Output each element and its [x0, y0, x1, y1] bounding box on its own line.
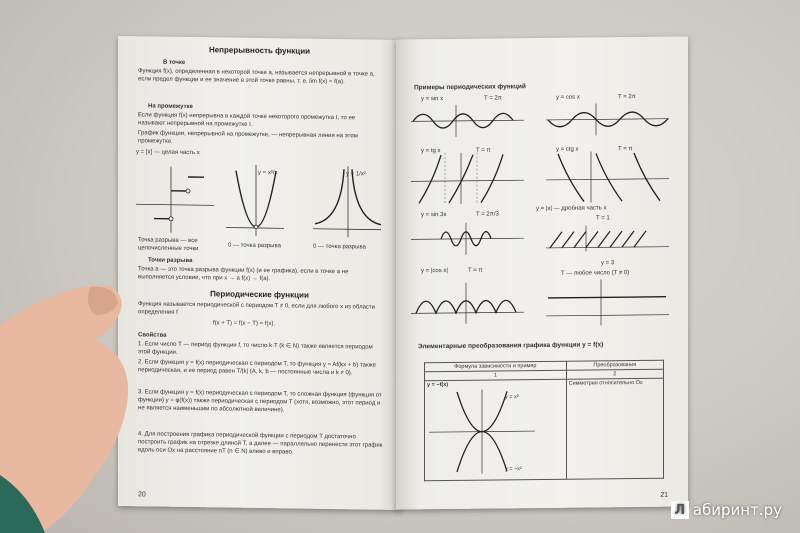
floor-label: y = [x] — целая часть x: [136, 149, 200, 157]
left-page-number: 20: [138, 491, 146, 499]
transform-table: [424, 360, 664, 482]
caption-2: 0 — точка разрыва: [228, 242, 281, 250]
reflection-graph: [427, 387, 537, 476]
definition-interval: Если функция f(x) непрерывна в каждой точке некоторого промежутка I, то ее называют непрерывной на промежутке I.: [138, 112, 356, 128]
graph-label-cos: y = cos x: [556, 94, 580, 101]
right-page: [396, 36, 688, 509]
periodic-def: Функция называется периодической с периодом T ≠ 0, если для любого x из области определения f: [138, 301, 376, 316]
hand: [0, 285, 150, 533]
left-page-title: Непрерывность функции: [208, 45, 311, 56]
graph-label-3: y = 1/x²: [346, 171, 366, 178]
prop-2: 2. Если функция y = f(x) периодическая с периодом T, то функция y = Af(kx + b) также периодическая, и ее период равен T/|k| (A, k, b — постоянные числа и k ≠ 0).: [138, 359, 376, 377]
graph-period-abscos: T = π: [468, 267, 483, 274]
graph-period-frac: T = 1: [596, 215, 610, 222]
section-periodic: Периодические функции: [210, 289, 309, 300]
table-col-num-1: 1: [425, 370, 567, 380]
right-page-title: Примеры периодических функций: [414, 83, 526, 92]
row-transform: Симметрия относительно Ox: [566, 378, 663, 479]
graph-label-tg: y = tg x: [421, 148, 441, 155]
props-heading: Свойства: [138, 332, 167, 339]
graph-label-const: y = 3: [601, 260, 615, 267]
floor-graph: [136, 164, 216, 235]
caption-3: 0 — точка разрыва: [313, 243, 366, 251]
graph-period-const: T — любое число (T ≠ 0): [561, 270, 630, 277]
graph-label-frac: y = |x| — дробная часть x: [536, 205, 607, 213]
graph-period-tg: T = π: [476, 147, 491, 154]
open-book: [108, 38, 693, 523]
row-example-1: y = x²: [505, 394, 519, 401]
graph-note: График функции, непрерывной на промежутке, — непрерывная линия на этом промежутке.: [138, 130, 358, 145]
watermark: [671, 501, 782, 519]
heading-break: Точки разрыва: [148, 257, 193, 265]
left-page: [118, 36, 401, 510]
section-transform: Элементарные преобразования графика функции y = f(x): [418, 341, 604, 351]
graph-label-abscos: y = |cos x|: [421, 267, 448, 275]
row-example-2: y = −x²: [505, 466, 522, 473]
table-col-num-2: 2: [566, 369, 663, 379]
table-row-formula-cell: [425, 379, 567, 480]
watermark-text: абиринт.ру: [692, 501, 782, 519]
sin3x-graph: [411, 220, 526, 257]
abscos-graph: [411, 280, 526, 326]
heading-point: В точке: [163, 59, 186, 66]
row-formula: y = −f(x): [427, 381, 449, 389]
const-graph: [546, 277, 671, 328]
table-header-transform: Преобразования: [566, 360, 663, 370]
graph-period-cos: T = 2π: [618, 94, 636, 101]
definition-point: Функция f(x), определенная в некоторой точке a, называется непрерывной в точке a, если предел функции и ее значение в этой точке равны, т. е. lim f(x) = f(a).: [138, 68, 375, 86]
graph-period-sin3x: T = 2π/3: [476, 211, 499, 218]
heading-interval: На промежутке: [148, 103, 193, 111]
graph-label-sin: y = sin x: [421, 96, 444, 103]
prop-3: 3. Если функция y = f(x) периодическая с периодом T, то сложная функция (функция от функции) y = φ(f(x)) также периодическая с периодом T (хотя, возможно, этот период и не является наименьшим по абсолютной величине).: [138, 389, 382, 414]
graph-label-ctg: y = ctg x: [556, 146, 579, 153]
prop-4: 4. Для построения графика периодической функции с периодом T достаточно построить график на отрезке длиной T, а далее — параллельно перенести этот график вдоль оси Ox на расстояние nT (n ∈ N) влево и вправо.: [138, 431, 383, 456]
graph-label-sin3x: y = sin 3x: [421, 211, 447, 219]
graph-period-ctg: T = π: [618, 146, 633, 153]
right-page-number: 21: [660, 491, 668, 499]
labirint-logo: Л: [671, 501, 689, 519]
break-text: Точка a — это точка разрыва функции f(x) (и ее графика), если в точке a не выполняется условие, что при x → a f(x) → f(a).: [138, 266, 349, 283]
cos-graph: [546, 101, 671, 138]
sin-graph: [411, 102, 526, 139]
periodic-formula: f(x + T) = f(x − T) = f(x).: [213, 320, 276, 328]
graph-period-sin: T = 2π: [484, 95, 502, 102]
table-header-formula: Формула зависимости и пример: [425, 361, 567, 371]
caption-1: Точка разрыва — все целочисленные точки: [138, 237, 199, 253]
ctg-graph: [546, 149, 671, 205]
graph-label-2: y = x²/x: [258, 169, 278, 177]
tg-graph: [411, 150, 526, 206]
frac-graph: [546, 223, 671, 254]
prop-1: 1. Если число T — период функции f, то число k·T (k ∈ N) также является периодом этой функции.: [138, 341, 373, 356]
